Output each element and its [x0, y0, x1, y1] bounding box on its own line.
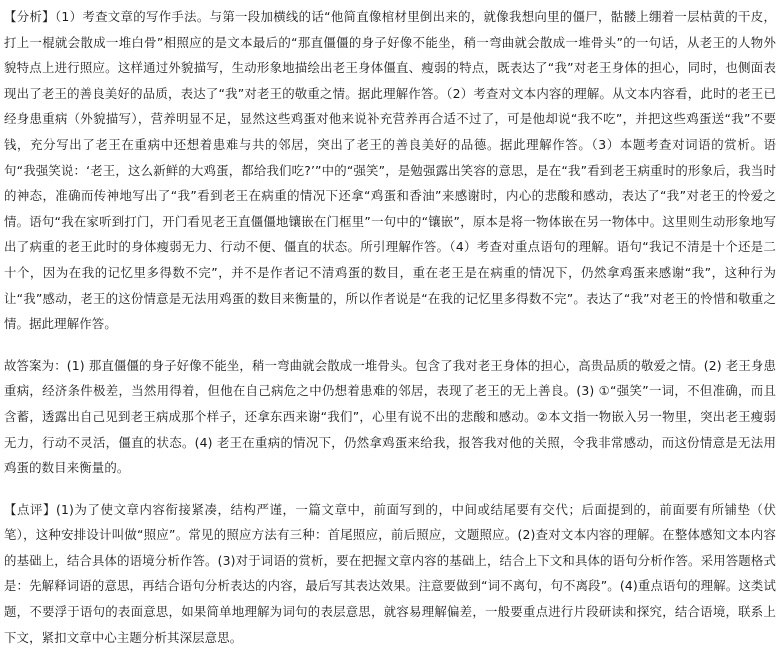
- comment-paragraph: 【点评】(1)为了使文章内容衔接紧凑，结构严谨，一篇文章中，前面写到的，中间或结尾要有交代；后面提到的，前面要有所铺垫（伏笔），这种安排设计叫做“照应”。常见的照应方法有三种：首尾照应，前后照应，文题照应。(2)查对文本内容的理解。在整体感知文本内容的基础上，结合具体的语境分析作答。(3)对于词语的赏析，要在把握文章内容的基础上，结合上下文和具体的语句分析作答。采用答题格式是：先解释词语的意思，再结合语句分析表达的内容，最后写其表达效果。注意要做到“词不离句，句不离段”。(4)重点语句的理解。这类试题，不要浮于语句的表面意思，如果简单地理解为词句的表层意思，就容易理解偏差，一般要重点进行片段研读和探究，结合语境，联系上下文，紧扣文章中心主题分析其深层意思。: [4, 501, 776, 645]
- analysis-paragraph: 【分析】（1）考查文章的写作手法。与第一段加横线的话“他简直像棺材里倒出来的，就像我想向里的僵尸，骷髅上绷着一层枯黄的干皮，打上一棍就会散成一堆白骨”相照应的是文本最后的“那直僵僵的身子好像不能坐，稍一弯曲就会散成一堆骨头”的一句话，从老王的人物外貌特点上进行照应。这样通过外貌描写，生动形象地描绘出老王身体僵直、瘦弱的特点，既表达了“我”对老王身体的担心，同时，也侧面表现出了老王的善良美好的品质，表达了“我”对老王的敬重之情。据此理解作答。（2）考查对文本内容的理解。从文本内容看，此时的老王已经身患重病（外貌描写），营养明显不足，显然这些鸡蛋对他来说补充营养再合适不过了，可是他却说“我不吃”，并把这些鸡蛋送“我”不要钱，充分写出了老王在重病中还想着患难与共的邻居，突出了老王的善良美好的品德。据此理解作答。（3）本题考查对词语的赏析。语句“我强笑说：‘老王，这么新鲜的大鸡蛋，都给我们吃?’”中的“强笑”，是勉强露出笑容的意思，是在“我”看到老王病重时的形象后，我当时的神态，准确而传神地写出了“我”看到老王在病重的情况下还拿“鸡蛋和香油”来感谢时，内心的悲酸和感动，表达了“我”对老王的怜爱之情。语句“我在家听到打门，开门看见老王直僵僵地镶嵌在门框里”一句中的“镶嵌”，原本是将一物体嵌在另一物体中。这里则生动形象地写出了病重的老王此时的身体瘦弱无力、行动不便、僵直的状态。所引理解作答。（4）考查对重点语句的理解。语句“我记不清是十个还是二十个，因为在我的记忆里多得数不完”，并不是作者记不清鸡蛋的数目，重在老王是在病重的情况下，仍然拿鸡蛋来感谢“我”，这种行为让“我”感动，老王的这份情意是无法用鸡蛋的数目来衡量的，所以作者说是“在我的记忆里多得数不完”。表达了“我”对老王的怜惜和敬重之情。据此理解作答。: [4, 9, 776, 332]
- answer-paragraph: 故答案为：(1) 那直僵僵的身子好像不能坐，稍一弯曲就会散成一堆骨头。包含了我对老王身体的担心，高贵品质的敬爱之情。(2) 老王身患重病，经济条件极差，当然用得着，但他在自己病危之中仍想着患难的邻居，表现了老王的无上善良。(3) ①“强笑”一词，不但准确，而且含蓄，透露出自己见到老王病成那个样子，还拿东西来谢“我们”，心里有说不出的悲酸和感动。②本文指一物嵌入另一物里，突出老王瘦弱无力，行动不灵活，僵直的状态。(4) 老王在重病的情况下，仍然拿鸡蛋来给我，报答我对他的关照，令我非常感动，而这份情意是无法用鸡蛋的数目来衡量的。: [4, 357, 776, 476]
- paragraph-spacer: [4, 481, 776, 497]
- paragraph-spacer: [4, 337, 776, 353]
